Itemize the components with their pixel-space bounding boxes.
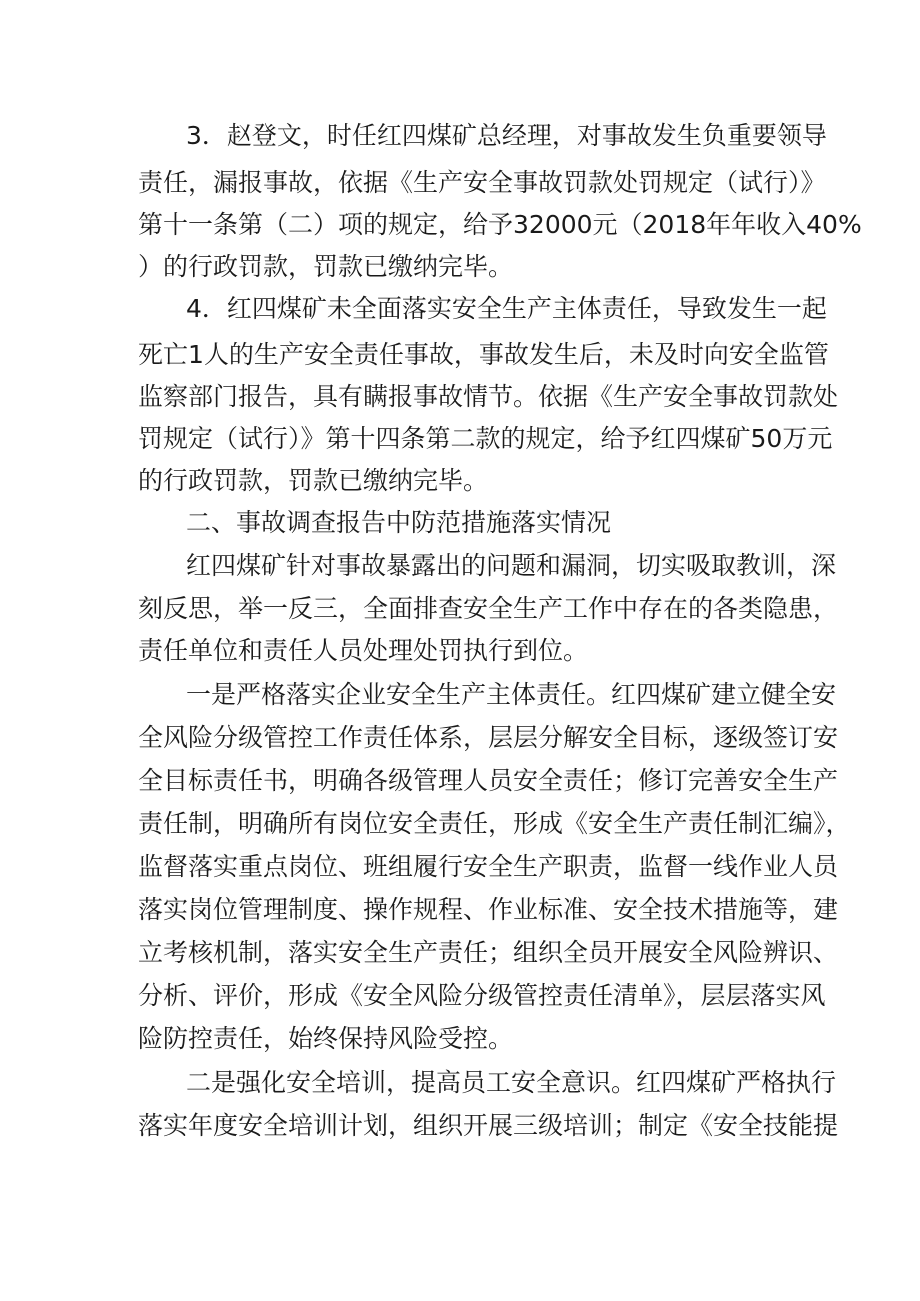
text-line: 二是强化安全培训，提高员工安全意识。红四煤矿严格执行 bbox=[186, 1068, 837, 1097]
text-line: 刻反思，举一反三，全面排查安全生产工作中存在的各类隐患， bbox=[138, 594, 839, 623]
text-line: 第十一条第（二）项的规定，给予32000元（2018年年收入40% bbox=[138, 210, 862, 239]
text-line: ）的行政罚款，罚款已缴纳完毕。 bbox=[138, 252, 514, 281]
text-line: 责任制，明确所有岗位安全责任，形成《安全生产责任制汇编》， bbox=[138, 809, 851, 838]
text-line: 立考核机制，落实安全生产责任；组织全员开展安全风险辨识、 bbox=[138, 938, 839, 967]
text-line: 监察部门报告，具有瞒报事故情节。依据《生产安全事故罚款处 bbox=[138, 382, 839, 411]
text-line: 的行政罚款，罚款已缴纳完毕。 bbox=[138, 466, 489, 495]
section-heading: 二、事故调查报告中防范措施落实情况 bbox=[186, 508, 612, 537]
text-line: 责任单位和责任人员处理处罚执行到位。 bbox=[138, 636, 589, 665]
text-line: 落实岗位管理制度、操作规程、作业标准、安全技术措施等，建 bbox=[138, 895, 839, 924]
text-line: 险防控责任，始终保持风险受控。 bbox=[138, 1024, 514, 1053]
text-line: 分析、评价，形成《安全风险分级管控责任清单》，层层落实风 bbox=[138, 981, 826, 1010]
text-line: 全目标责任书，明确各级管理人员安全责任；修订完善安全生产 bbox=[138, 766, 839, 795]
text-line: 3．赵登文，时任红四煤矿总经理，对事故发生负重要领导 bbox=[186, 121, 827, 150]
text-line: 责任，漏报事故，依据《生产安全事故罚款处罚规定（试行）》 bbox=[138, 168, 826, 197]
text-line: 监督落实重点岗位、班组履行安全生产职责，监督一线作业人员 bbox=[138, 852, 839, 881]
text-line: 红四煤矿针对事故暴露出的问题和漏洞，切实吸取教训，深 bbox=[186, 551, 837, 580]
text-line: 一是严格落实企业安全生产主体责任。红四煤矿建立健全安 bbox=[186, 680, 837, 709]
text-line: 全风险分级管控工作责任体系，层层分解安全目标，逐级签订安 bbox=[138, 723, 839, 752]
text-line: 死亡1人的生产安全责任事故，事故发生后，未及时向安全监管 bbox=[138, 340, 829, 369]
text-line: 4．红四煤矿未全面落实安全生产主体责任，导致发生一起 bbox=[186, 294, 827, 323]
text-line: 落实年度安全培训计划，组织开展三级培训；制定《安全技能提 bbox=[138, 1111, 839, 1140]
text-line: 罚规定（试行）》第十四条第二款的规定，给予红四煤矿50万元 bbox=[138, 424, 833, 453]
